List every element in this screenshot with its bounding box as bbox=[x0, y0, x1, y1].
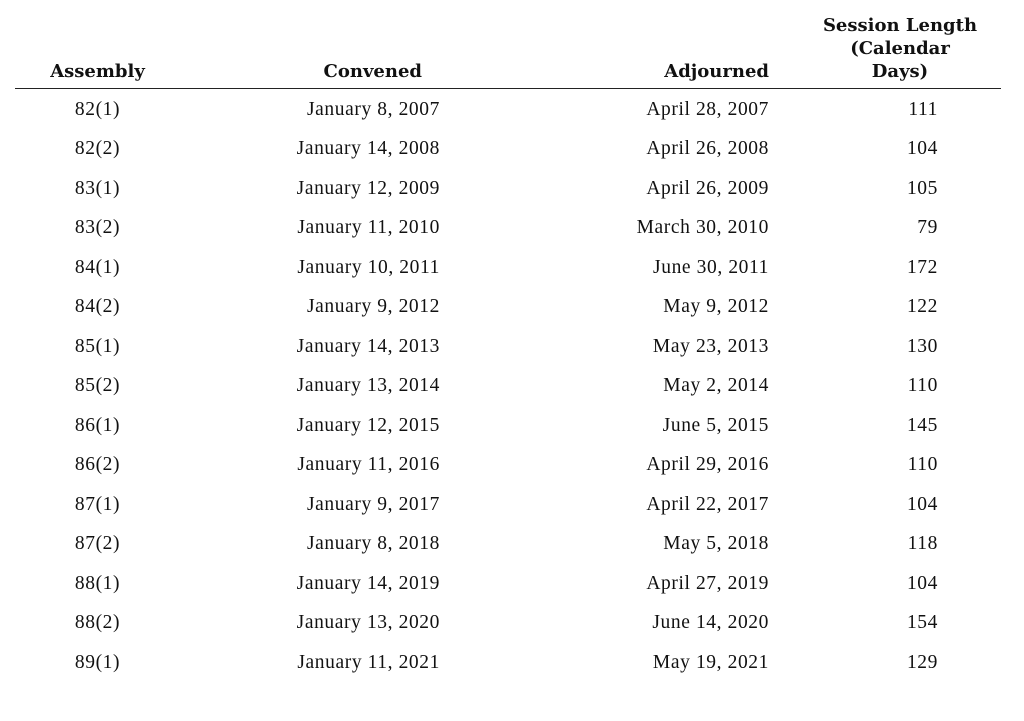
cell-adjourned: April 22, 2017 bbox=[646, 493, 769, 515]
cell-session-days: 104 bbox=[906, 572, 938, 594]
table-row bbox=[15, 288, 1001, 328]
header-session-length bbox=[785, 14, 1001, 89]
cell-assembly: 83(1) bbox=[74, 177, 121, 199]
table-row bbox=[15, 564, 1001, 604]
cell-assembly: 85(1) bbox=[74, 335, 121, 357]
table-row bbox=[15, 130, 1001, 170]
cell-convened: January 8, 2007 bbox=[306, 98, 440, 120]
table-row bbox=[15, 525, 1001, 565]
cell-assembly: 87(2) bbox=[74, 533, 121, 555]
cell-adjourned: May 23, 2013 bbox=[652, 335, 769, 357]
table-row bbox=[15, 248, 1001, 288]
cell-convened: January 13, 2020 bbox=[296, 612, 440, 634]
cell-adjourned: April 28, 2007 bbox=[646, 98, 769, 120]
cell-session-days: 122 bbox=[906, 296, 938, 318]
cell-adjourned: May 5, 2018 bbox=[663, 533, 769, 555]
table-row bbox=[15, 604, 1001, 644]
table-row bbox=[15, 209, 1001, 249]
header-session-length-line2: (Calendar bbox=[850, 38, 950, 59]
header-session-length-line1: Session Length bbox=[822, 15, 978, 36]
table-row bbox=[15, 327, 1001, 367]
cell-session-days: 172 bbox=[906, 256, 938, 278]
cell-assembly: 84(2) bbox=[74, 296, 121, 318]
cell-assembly: 82(2) bbox=[74, 138, 121, 160]
cell-session-days: 79 bbox=[917, 217, 938, 239]
cell-assembly: 87(1) bbox=[74, 493, 121, 515]
cell-convened: January 12, 2009 bbox=[296, 177, 440, 199]
cell-assembly: 88(2) bbox=[74, 612, 121, 634]
table-row bbox=[15, 367, 1001, 407]
cell-adjourned: June 14, 2020 bbox=[652, 612, 769, 634]
cell-convened: January 14, 2013 bbox=[296, 335, 440, 357]
cell-adjourned: June 5, 2015 bbox=[662, 414, 769, 436]
cell-convened: January 14, 2008 bbox=[296, 138, 440, 160]
cell-assembly: 83(2) bbox=[74, 217, 121, 239]
cell-adjourned: April 26, 2008 bbox=[646, 138, 769, 160]
cell-assembly: 88(1) bbox=[74, 572, 121, 594]
cell-session-days: 129 bbox=[906, 651, 938, 673]
cell-adjourned: April 29, 2016 bbox=[646, 454, 769, 476]
cell-convened: January 10, 2011 bbox=[297, 256, 440, 278]
cell-session-days: 110 bbox=[907, 375, 938, 397]
cell-adjourned: May 9, 2012 bbox=[663, 296, 769, 318]
cell-session-days: 130 bbox=[906, 335, 938, 357]
cell-assembly: 89(1) bbox=[74, 651, 121, 673]
table-row bbox=[15, 89, 1001, 130]
cell-adjourned: April 26, 2009 bbox=[646, 177, 769, 199]
cell-convened: January 11, 2021 bbox=[297, 651, 440, 673]
cell-session-days: 105 bbox=[906, 177, 938, 199]
cell-adjourned: May 19, 2021 bbox=[652, 651, 769, 673]
cell-convened: January 14, 2019 bbox=[296, 572, 440, 594]
cell-convened: January 11, 2010 bbox=[297, 217, 440, 239]
header-convened: Convened bbox=[180, 14, 440, 89]
cell-convened: January 12, 2015 bbox=[296, 414, 440, 436]
cell-assembly: 86(2) bbox=[74, 454, 121, 476]
cell-session-days: 118 bbox=[907, 533, 938, 555]
cell-convened: January 9, 2012 bbox=[306, 296, 440, 318]
table-row bbox=[15, 169, 1001, 209]
cell-assembly: 85(2) bbox=[74, 375, 121, 397]
table-header bbox=[15, 14, 1001, 89]
cell-assembly: 86(1) bbox=[74, 414, 121, 436]
cell-adjourned: March 30, 2010 bbox=[636, 217, 769, 239]
cell-adjourned: June 30, 2011 bbox=[653, 256, 769, 278]
cell-session-days: 145 bbox=[906, 414, 938, 436]
cell-convened: January 9, 2017 bbox=[306, 493, 440, 515]
table-body bbox=[15, 89, 1001, 683]
header-session-length-line3: Days) bbox=[871, 61, 929, 82]
cell-adjourned: May 2, 2014 bbox=[663, 375, 769, 397]
cell-assembly: 82(1) bbox=[74, 98, 121, 120]
table-row bbox=[15, 406, 1001, 446]
header-row bbox=[15, 14, 1001, 89]
cell-session-days: 154 bbox=[906, 612, 938, 634]
cell-session-days: 110 bbox=[907, 454, 938, 476]
cell-assembly: 84(1) bbox=[74, 256, 121, 278]
table-row bbox=[15, 485, 1001, 525]
cell-session-days: 104 bbox=[906, 493, 938, 515]
table-row bbox=[15, 643, 1001, 683]
header-assembly: Assembly bbox=[15, 14, 180, 89]
header-adjourned: Adjourned bbox=[440, 14, 785, 89]
cell-session-days: 104 bbox=[906, 138, 938, 160]
cell-convened: January 11, 2016 bbox=[297, 454, 440, 476]
cell-session-days: 111 bbox=[908, 98, 938, 120]
cell-convened: January 8, 2018 bbox=[306, 533, 440, 555]
table-row bbox=[15, 446, 1001, 486]
cell-convened: January 13, 2014 bbox=[296, 375, 440, 397]
legislative-sessions-table bbox=[15, 14, 1001, 683]
cell-adjourned: April 27, 2019 bbox=[646, 572, 769, 594]
